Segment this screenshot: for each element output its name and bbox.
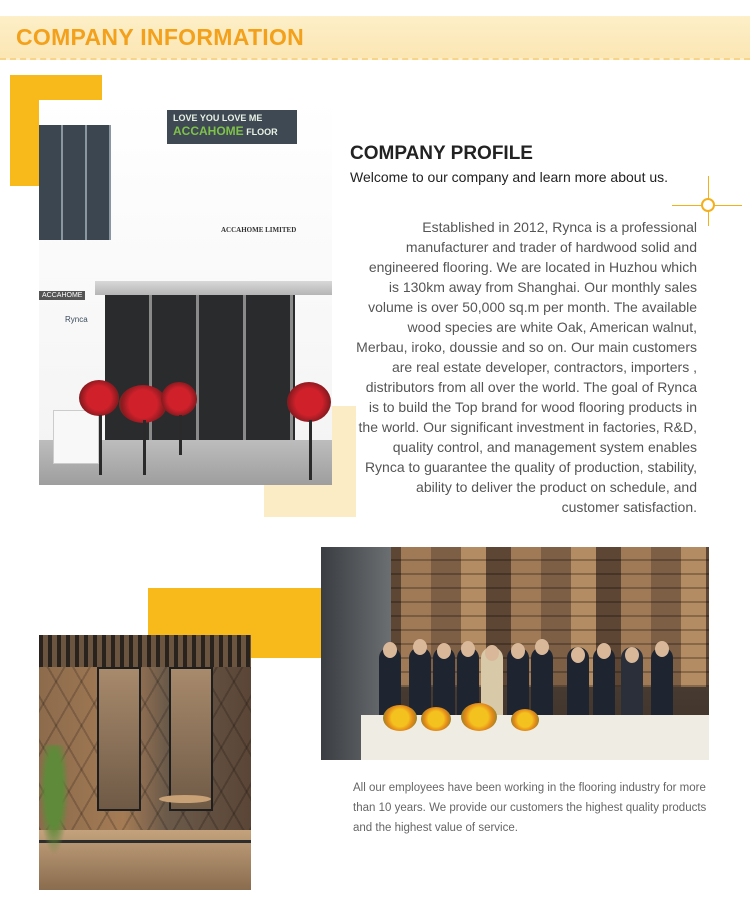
showroom-photo xyxy=(39,635,251,890)
team-photo xyxy=(321,547,709,760)
profile-heading: COMPANY PROFILE xyxy=(350,143,533,164)
section-title: COMPANY INFORMATION xyxy=(16,24,305,50)
side-logo: Rynca xyxy=(65,315,88,324)
team-caption: All our employees have been working in the flooring industry for more than 10 years. We provide our customers the highest quality products and the highest value of service. xyxy=(353,782,707,834)
profile-body: Established in 2012, Rynca is a professional manufacturer and trader of hardwood solid and engineered flooring. We are located in Huzhou which is 130km away from Shanghai. Our monthly sales volume is over 50,000 sq.m per month. The available wood species are white Oak, American walnut, Merbau, iroko, doussie and so on. Our main customers are real estate developer, contractors, importers , distributors from all over the world. The goal of Rynca is to build the Top brand for wood flooring products in the world. Our significant investment in factories, R&D, quality control, and management system enables Rynca to guarantee the quality of production, stability, ability to deliver the product on schedule, and customer satisfaction. xyxy=(356,219,697,515)
welcome-board xyxy=(53,410,99,464)
profile-subheading: Welcome to our company and learn more about us. xyxy=(350,169,669,185)
building-plaque: ACCAHOME LIMITED xyxy=(221,226,297,234)
decor-circle-icon xyxy=(701,198,715,212)
section-banner xyxy=(0,16,750,60)
side-sign: ACCAHOME xyxy=(39,291,85,300)
building-sign: LOVE YOU LOVE ME ACCAHOME FLOOR xyxy=(167,110,297,144)
company-building-photo xyxy=(39,100,332,485)
